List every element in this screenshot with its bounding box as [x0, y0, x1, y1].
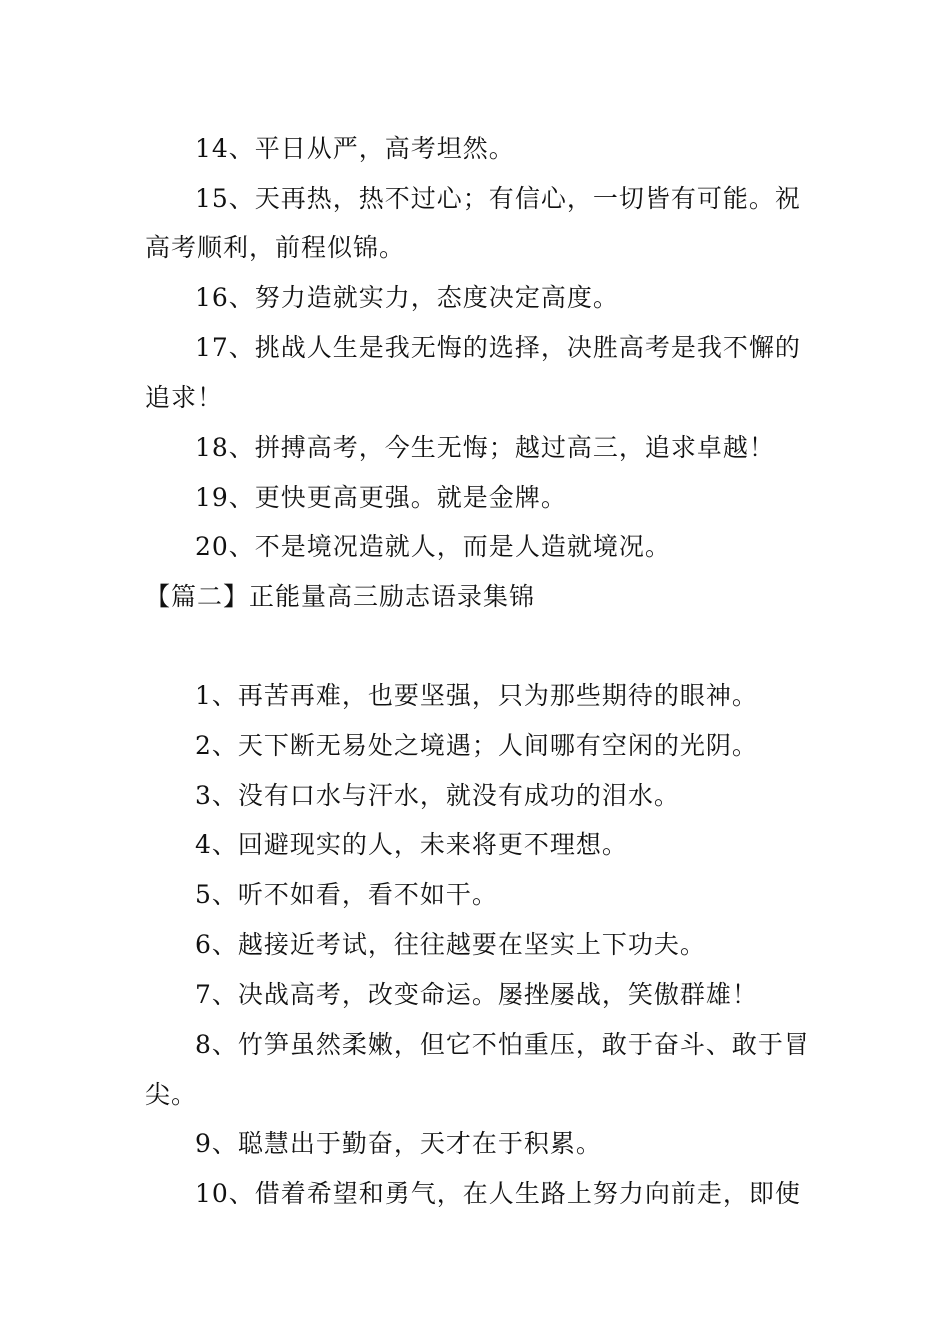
text-line: 1、再苦再难，也要坚强，只为那些期待的眼神。: [195, 681, 758, 710]
text-line: 16、努力造就实力，态度决定高度。: [195, 283, 619, 312]
text-line: 15、天再热，热不过心；有信心，一切皆有可能。祝: [195, 184, 801, 213]
text-line: 高考顺利，前程似锦。: [145, 233, 406, 262]
text-line: 尖。: [145, 1080, 198, 1109]
text-line: 20、不是境况造就人，而是人造就境况。: [195, 532, 671, 561]
text-line: 17、挑战人生是我无悔的选择，决胜高考是我不懈的: [195, 333, 801, 362]
text-line: 18、拼搏高考，今生无悔；越过高三，追求卓越！: [195, 433, 775, 462]
text-line: 8、竹笋虽然柔嫩，但它不怕重压，敢于奋斗、敢于冒: [195, 1030, 810, 1059]
text-line: 5、听不如看，看不如干。: [195, 880, 498, 909]
section-heading: 【篇二】正能量高三励志语录集锦: [145, 582, 536, 611]
text-line: 3、没有口水与汗水，就没有成功的泪水。: [195, 781, 680, 810]
text-line: 4、回避现实的人，未来将更不理想。: [195, 830, 628, 859]
text-line: 10、借着希望和勇气，在人生路上努力向前走，即使: [195, 1179, 801, 1208]
text-line: 7、决战高考，改变命运。屡挫屡战，笑傲群雄！: [195, 980, 758, 1009]
text-line: 9、聪慧出于勤奋，天才在于积累。: [195, 1129, 602, 1158]
text-line: 14、平日从严，高考坦然。: [195, 134, 515, 163]
text-line: 19、更快更高更强。就是金牌。: [195, 483, 567, 512]
text-line: 追求！: [145, 383, 224, 412]
text-line: 2、天下断无易处之境遇；人间哪有空闲的光阴。: [195, 731, 758, 760]
text-line: 6、越接近考试，往往越要在坚实上下功夫。: [195, 930, 706, 959]
